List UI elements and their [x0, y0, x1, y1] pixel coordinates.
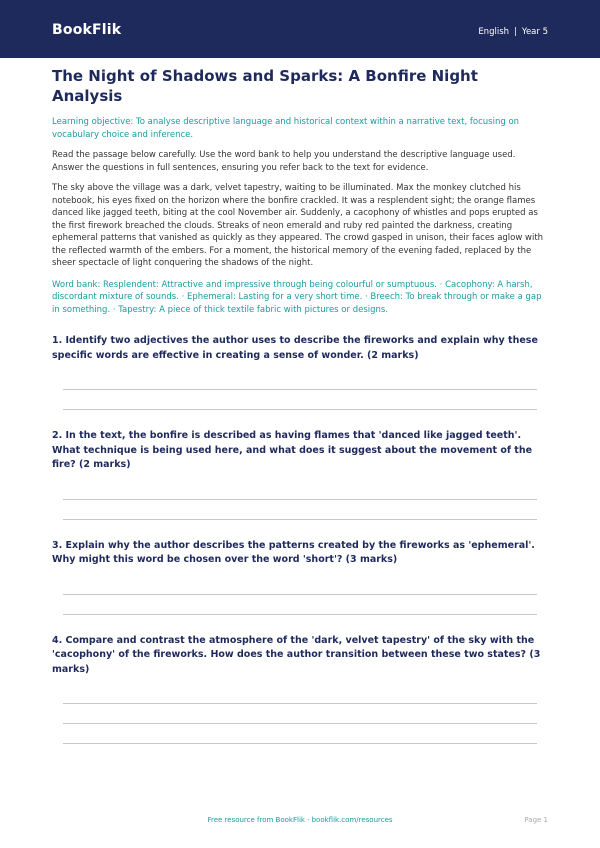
- answer-line[interactable]: [63, 409, 537, 410]
- reading-passage: The sky above the village was a dark, velvet tapestry, waiting to be illuminated. Max the monkey clutched his notebook, his eyes fixed on the horizon where the bonfire crackled. It was a resplendent sight; the orange flames danced like jagged teeth, biting at the cool November air. Suddenly, a cacophony of whistles and pops erupted as the first firework breached the clouds. Streaks of neon emerald and ruby red painted the darkness, creating ephemeral patterns that vanished as quickly as they appeared. The crowd gasped in unison, their faces aglow with the reflected warmth of the embers. For a moment, the historical memory of the evening faded, replaced by the sheer spectacle of light conquering the shadows of the night.: [52, 183, 544, 268]
- worksheet-title: The Night of Shadows and Sparks: A Bonfire Night Analysis: [52, 67, 478, 105]
- page-number: Page 1: [524, 816, 548, 824]
- question-4: 4. Compare and contrast the atmosphere of the 'dark, velvet tapestry' of the sky with the 'cacophony' of the fireworks. How does the author transition between these two states? (3 marks): [52, 634, 541, 675]
- subject-year-label: [478, 27, 548, 37]
- answer-lines-4[interactable]: [52, 703, 548, 744]
- answer-line[interactable]: [63, 594, 537, 595]
- answer-line[interactable]: [63, 389, 537, 390]
- year-label: Year 5: [521, 27, 548, 37]
- instructions: Read the passage below carefully. Use the word bank to help you understand the descriptive language used. Answer the questions in full sentences, ensuring you refer back to the text for evidence.: [52, 150, 516, 173]
- answer-lines-2[interactable]: [52, 499, 548, 520]
- subject-label: English: [478, 27, 510, 37]
- answer-line[interactable]: [63, 519, 537, 520]
- question-3: 3. Explain why the author describes the patterns created by the fireworks as 'ephemeral'. Why might this word be chosen over the word 'short'? (3 marks): [52, 539, 535, 565]
- answer-lines-1[interactable]: [52, 389, 548, 410]
- word-bank: Word bank: Resplendent: Attractive and impressive through being colourful or sumptuous. · Cacophony: A harsh, discordant mixture of sounds. · Ephemeral: Lasting for a very short time. · Breech: To break through or make a gap in something. · Tapestry: A piece of thick textile fabric with pictures or designs.: [52, 279, 542, 315]
- answer-line[interactable]: [63, 743, 537, 744]
- answer-line[interactable]: [63, 614, 537, 615]
- separator: |: [514, 27, 517, 37]
- question-2: 2. In the text, the bonfire is described as having flames that 'danced like jagged teeth'. What technique is being used here, and what does it suggest about the movement of the fire? (2 marks): [52, 430, 533, 470]
- answer-line[interactable]: [63, 723, 537, 724]
- footer-credit[interactable]: Free resource from BookFlik · bookflik.com/resources: [207, 816, 393, 824]
- page-footer: [0, 816, 600, 828]
- learning-objective: Learning objective: To analyse descriptive language and historical context within a narrative text, focusing on vocabulary choice and inference.: [52, 117, 520, 140]
- page-header: [0, 0, 600, 58]
- answer-line[interactable]: [63, 499, 537, 500]
- worksheet-content: [52, 66, 548, 744]
- brand-logo: BookFlik: [52, 22, 122, 38]
- question-1: 1. Identify two adjectives the author uses to describe the fireworks and explain why these specific words are effective in creating a sense of wonder. (2 marks): [52, 335, 538, 361]
- answer-line[interactable]: [63, 703, 537, 704]
- answer-lines-3[interactable]: [52, 594, 548, 615]
